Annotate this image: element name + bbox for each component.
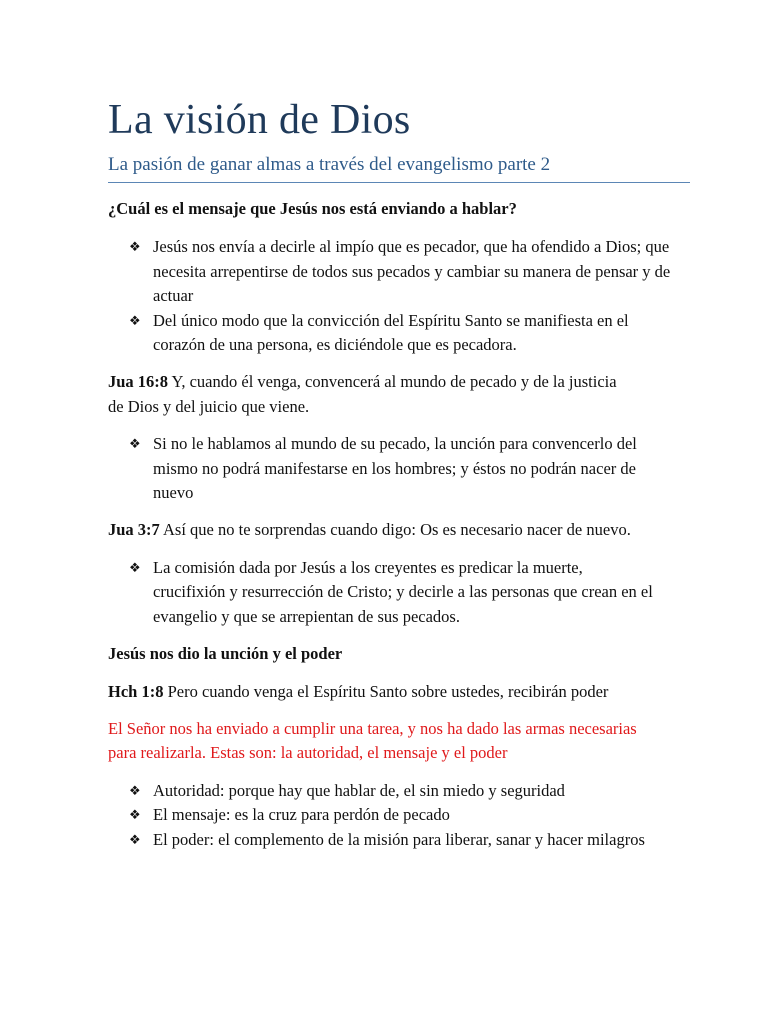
diamond-bullet-icon: ❖ — [129, 559, 141, 575]
list-item: ❖ El mensaje: es la cruz para perdón de pecado — [153, 803, 653, 827]
list-item: ❖ El poder: el complemento de la misión para liberar, sanar y hacer milagros — [153, 828, 653, 852]
diamond-bullet-icon: ❖ — [129, 312, 141, 328]
document-body — [108, 197, 684, 852]
diamond-bullet-icon: ❖ — [129, 782, 141, 798]
bullet-list-3 — [108, 556, 653, 629]
diamond-bullet-icon: ❖ — [129, 831, 141, 847]
verse-jua-16-8 — [108, 370, 628, 419]
verse-text: Pero cuando venga el Espíritu Santo sobre ustedes, recibirán poder — [163, 681, 609, 701]
diamond-bullet-icon: ❖ — [129, 807, 141, 823]
verse-reference: Jua 16:8 — [108, 372, 169, 392]
list-item: ❖ Jesús nos envía a decirle al impío que es pecador, que ha ofendido a Dios; que necesita arrepentirse de todos sus pecados y cambiar su manera de pensar y de actuar — [129, 237, 671, 306]
verse-reference: Hch 1:8 — [108, 681, 164, 701]
section-heading: Jesús nos dio la unción y el poder — [108, 644, 343, 664]
diamond-bullet-icon: ❖ — [129, 436, 141, 452]
verse-text: Y, cuando él venga, convencerá al mundo de pecado y de la justicia de Dios y del juicio que viene. — [108, 372, 617, 416]
verse-reference: Jua 3:7 — [108, 520, 160, 540]
page-title: La visión de Dios — [108, 97, 411, 143]
list-item: ❖ La comisión dada por Jesús a los creyentes es predicar la muerte, crucifixión y resurrección de Cristo; y decirle a las personas que crean en el evangelio y que se arrepientan de sus pecados. — [129, 557, 653, 626]
red-statement: El Señor nos ha enviado a cumplir una tarea, y nos ha dado las armas necesarias para realizarla. Estas son: la autoridad, el mensaje y el poder — [108, 718, 637, 763]
list-item: ❖ Del único modo que la convicción del Espíritu Santo se manifiesta en el corazón de una persona, es diciéndole que es pecadora. — [129, 310, 629, 355]
diamond-bullet-icon: ❖ — [129, 239, 141, 255]
verse-text: Así que no te sorprendas cuando digo: Os es necesario nacer de nuevo. — [159, 520, 631, 540]
question-heading: ¿Cuál es el mensaje que Jesús nos está enviando a hablar? — [108, 199, 517, 218]
verse-hch-1-8 — [108, 680, 638, 704]
list-item: ❖ Autoridad: porque hay que hablar de, el sin miedo y seguridad — [153, 779, 653, 803]
bullet-list-1 — [108, 235, 673, 357]
bullet-list-2 — [108, 432, 653, 505]
bullet-list-4 — [108, 779, 653, 852]
page-subtitle: La pasión de ganar almas a través del evangelismo parte 2 — [108, 152, 690, 183]
verse-jua-3-7 — [108, 518, 653, 542]
list-item: ❖ Si no le hablamos al mundo de su pecado, la unción para convencerlo del mismo no podrá manifestarse en los hombres; y éstos no podrán nacer de nuevo — [129, 434, 637, 503]
